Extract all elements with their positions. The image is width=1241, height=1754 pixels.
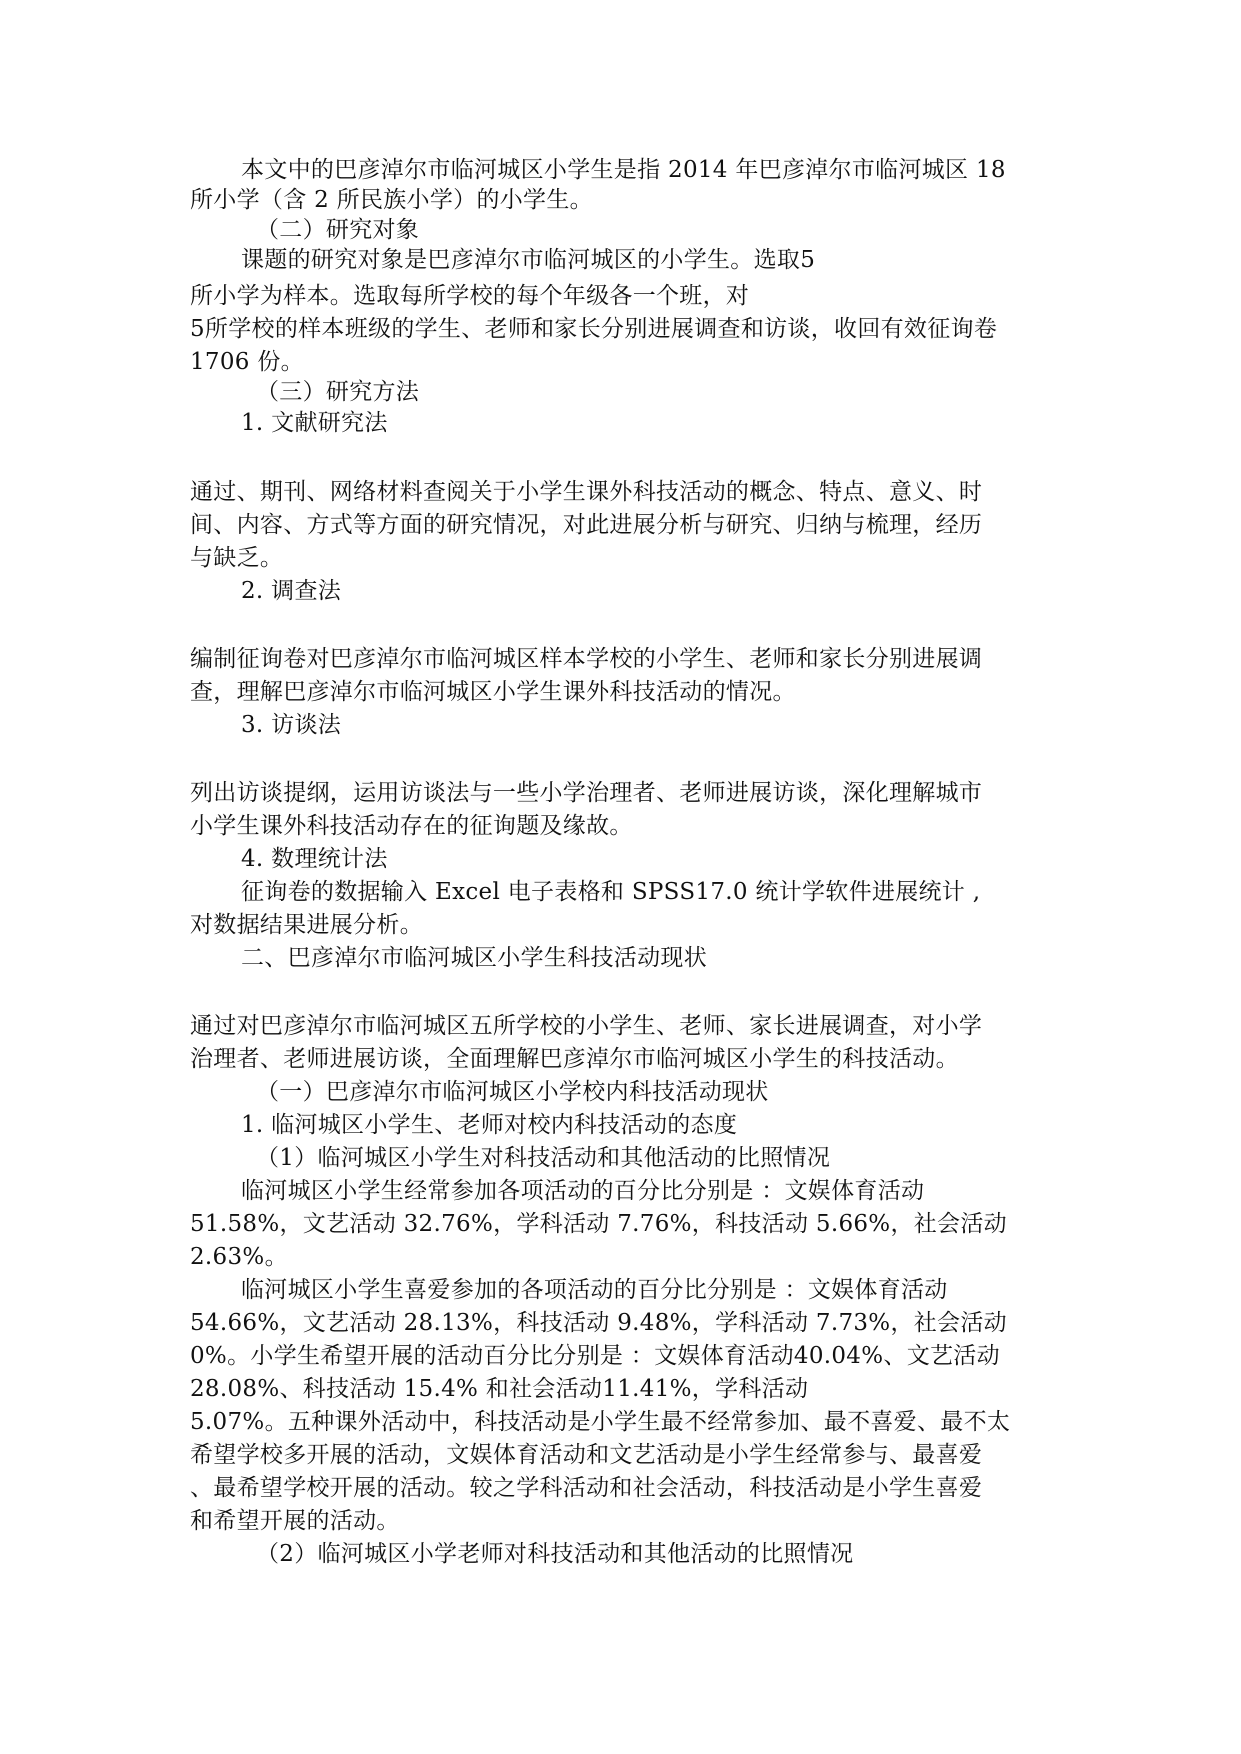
paragraph-line: 5.07%。五种课外活动中，科技活动是小学生最不经常参加、最不喜爱、最不太 [190,1409,1011,1435]
section-heading: （三）研究方法 [256,379,420,405]
paragraph-line: 编制征询卷对巴彦淖尔市临河城区样本学校的小学生、老师和家长分别进展调 [190,646,983,672]
paragraph-line: 本文中的巴彦淖尔市临河城区小学生是指 2014 年巴彦淖尔市临河城区 18 [241,157,1006,183]
paragraph-line: 、最希望学校开展的活动。较之学科活动和社会活动，科技活动是小学生喜爱 [190,1475,983,1501]
paragraph-line: 通过、期刊、网络材料查阅关于小学生课外科技活动的概念、特点、意义、时 [190,479,983,505]
subsection-heading: 2. 调查法 [241,578,342,604]
paragraph-line: 临河城区小学生经常参加各项活动的百分比分别是 ：文娱体育活动 [241,1178,925,1204]
subsection-heading: 4. 数理统计法 [241,846,388,872]
section-heading: （二）研究对象 [256,217,420,243]
paragraph-line: 希望学校多开展的活动，文娱体育活动和文艺活动是小学生经常参与、最喜爱 [190,1442,983,1468]
paragraph-line: 查，理解巴彦淖尔市临河城区小学生课外科技活动的情况。 [190,679,796,705]
paragraph-line: 临河城区小学生喜爱参加的各项活动的百分比分别是 ：文娱体育活动 [241,1277,948,1303]
paragraph-line: 28.08%、科技活动 15.4% 和社会活动11.41%，学科活动 [190,1376,809,1402]
paragraph-line: 5所学校的样本班级的学生、老师和家长分别进展调查和访谈，收回有效征询卷 [190,316,998,342]
paragraph-line: 列出访谈提纲，运用访谈法与一些小学治理者、老师进展访谈，深化理解城市 [190,780,983,806]
paragraph-line: 所小学（含 2 所民族小学）的小学生。 [190,187,593,213]
section-heading: 二、巴彦淖尔市临河城区小学生科技活动现状 [241,945,707,971]
section-heading: （一）巴彦淖尔市临河城区小学校内科技活动现状 [256,1079,769,1105]
subsection-heading: （2）临河城区小学老师对科技活动和其他活动的比照情况 [256,1541,854,1567]
paragraph-line: 通过对巴彦淖尔市临河城区五所学校的小学生、老师、家长进展调查，对小学 [190,1013,983,1039]
paragraph-line: 和希望开展的活动。 [190,1508,400,1534]
paragraph-line: 1706 份。 [190,349,304,375]
subsection-heading: 1. 文献研究法 [241,410,388,436]
paragraph-line: 与缺乏。 [190,545,284,571]
subsection-heading: 1. 临河城区小学生、老师对校内科技活动的态度 [241,1112,738,1138]
subsection-heading: （1）临河城区小学生对科技活动和其他活动的比照情况 [256,1145,831,1171]
paragraph-line: 小学生课外科技活动存在的征询题及缘故。 [190,813,633,839]
subsection-heading: 3. 访谈法 [241,712,342,738]
paragraph-line: 课题的研究对象是巴彦淖尔市临河城区的小学生。选取5 [241,247,816,273]
paragraph-line: 间、内容、方式等方面的研究情况，对此进展分析与研究、归纳与梳理，经历 [190,512,983,538]
paragraph-line: 所小学为样本。选取每所学校的每个年级各一个班，对 [190,283,750,309]
paragraph-line: 征询卷的数据输入 Excel 电子表格和 SPSS17.0 统计学软件进展统计 , [241,879,981,905]
paragraph-line: 0%。小学生希望开展的活动百分比分别是 ：文娱体育活动40.04%、文艺活动 [190,1343,1000,1369]
paragraph-line: 54.66%，文艺活动 28.13%，科技活动 9.48%，学科活动 7.73%，社会活动 [190,1310,1007,1336]
paragraph-line: 治理者、老师进展访谈，全面理解巴彦淖尔市临河城区小学生的科技活动。 [190,1046,959,1072]
paragraph-line: 2.63%。 [190,1244,288,1270]
paragraph-line: 对数据结果进展分析。 [190,912,423,938]
paragraph-line: 51.58%，文艺活动 32.76%，学科活动 7.76%，科技活动 5.66%，社会活动 [190,1211,1007,1237]
